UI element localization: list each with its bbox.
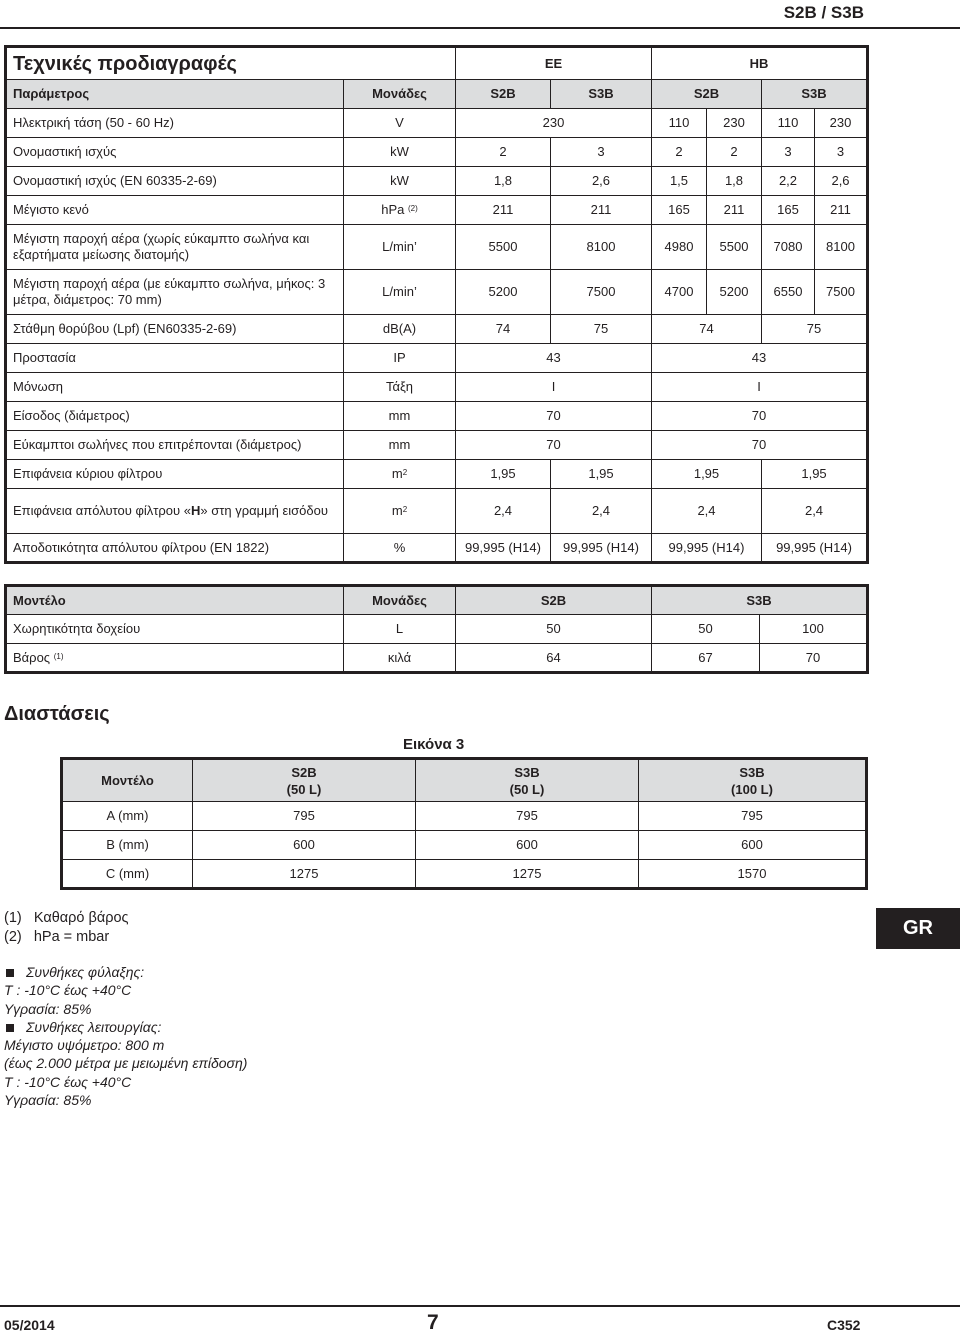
- value-cell: 211: [815, 196, 868, 225]
- row-label: Ονομαστική ισχύς (EN 60335-2-69): [6, 167, 344, 196]
- row-unit: kW: [344, 167, 456, 196]
- value-cell: 2,4: [456, 489, 551, 534]
- value-cell: 74: [456, 315, 551, 344]
- col-header-units: Μονάδες: [344, 80, 456, 109]
- value-cell: 1,95: [551, 460, 652, 489]
- row-label: Επιφάνεια κύριου φίλτρου: [6, 460, 344, 489]
- row-label: Ηλεκτρική τάση (50 - 60 Hz): [6, 109, 344, 138]
- value-cell: 64: [456, 644, 652, 673]
- col-header-units: Μονάδες: [344, 586, 456, 615]
- col-header-parameter: Παράμετρος: [6, 80, 344, 109]
- value-cell: 600: [193, 831, 416, 860]
- group-hb-header: HB: [652, 47, 868, 80]
- storage-temperature: T : -10°C έως +40°C: [4, 982, 132, 999]
- value-cell: 2: [652, 138, 707, 167]
- operation-humidity: Υγρασία: 85%: [4, 1092, 92, 1109]
- storage-heading: [4, 963, 247, 981]
- figure-label: Εικόνα 3: [403, 736, 465, 753]
- value-cell: 7500: [815, 270, 868, 315]
- model-capacity: (50 L): [286, 781, 322, 797]
- footer-divider: [0, 1305, 960, 1307]
- row-unit: [344, 489, 456, 534]
- label-part: » στη γραμμή εισόδου: [200, 503, 328, 518]
- col-header-s3b-hb: S3B: [762, 80, 868, 109]
- value-cell: 600: [639, 831, 867, 860]
- group-ee-header: EE: [456, 47, 652, 80]
- value-cell: 2,4: [762, 489, 868, 534]
- col-header-model: Μοντέλο: [6, 586, 344, 615]
- value-cell: 2: [707, 138, 762, 167]
- value-cell: 74: [652, 315, 762, 344]
- value-cell: 2,4: [652, 489, 762, 534]
- spec-title-blank: [344, 47, 456, 80]
- footnote-number: (1): [4, 910, 22, 926]
- value-cell: 99,995 (H14): [456, 534, 551, 563]
- value-cell: 211: [456, 196, 551, 225]
- col-header-s3b: S3B: [652, 586, 868, 615]
- document-code: C352: [827, 1317, 861, 1333]
- value-cell: 8100: [551, 225, 652, 270]
- row-label: Προστασία: [6, 344, 344, 373]
- value-cell: 165: [762, 196, 815, 225]
- value-cell: 70: [652, 402, 868, 431]
- row-label: [6, 489, 344, 534]
- row-unit: %: [344, 534, 456, 563]
- model-name: S2B: [291, 764, 317, 780]
- language-tab: GR: [876, 908, 960, 949]
- model-header: [193, 759, 416, 802]
- unit-superscript: 2: [402, 468, 408, 477]
- model-header: [639, 759, 867, 802]
- header-divider: [0, 27, 960, 29]
- value-cell: 6550: [762, 270, 815, 315]
- value-cell: 2: [456, 138, 551, 167]
- value-cell: 230: [707, 109, 762, 138]
- value-cell: 7500: [551, 270, 652, 315]
- value-cell: 110: [762, 109, 815, 138]
- value-cell: 99,995 (H14): [551, 534, 652, 563]
- value-cell: 99,995 (H14): [652, 534, 762, 563]
- value-cell: 100: [760, 615, 868, 644]
- operation-temperature: T : -10°C έως +40°C: [4, 1073, 132, 1090]
- document-model-label: S2B / S3B: [783, 3, 864, 22]
- value-cell: 795: [416, 802, 639, 831]
- row-label: Μέγιστη παροχή αέρα (με εύκαμπτο σωλήνα, μήκος: 3 μέτρα, διάμετρος: 70 mm): [6, 270, 344, 315]
- row-label: Ονομαστική ισχύς: [6, 138, 344, 167]
- row-unit: [344, 460, 456, 489]
- value-cell: 70: [760, 644, 868, 673]
- value-cell: 2,2: [762, 167, 815, 196]
- row-label: Μόνωση: [6, 373, 344, 402]
- value-cell: 1,95: [652, 460, 762, 489]
- value-cell: 2,6: [815, 167, 868, 196]
- value-cell: 110: [652, 109, 707, 138]
- model-header: [416, 759, 639, 802]
- page-number: 7: [427, 1311, 439, 1334]
- value-cell: 1570: [639, 860, 867, 889]
- footnotes: [4, 909, 129, 947]
- operation-heading: [4, 1018, 247, 1036]
- row-label: B (mm): [62, 831, 193, 860]
- row-unit: [344, 196, 456, 225]
- footnote-number: (2): [4, 929, 22, 945]
- dimensions-heading: Διαστάσεις: [4, 703, 110, 725]
- value-cell: 1,5: [652, 167, 707, 196]
- value-cell: 211: [551, 196, 652, 225]
- row-unit: L: [344, 615, 456, 644]
- operation-altitude-note: (έως 2.000 μέτρα με μειωμένη επίδοση): [4, 1055, 248, 1072]
- label-part: Επιφάνεια απόλυτου φίλτρου «: [13, 503, 191, 518]
- model-capacity: (100 L): [731, 781, 773, 797]
- footer-date: 05/2014: [4, 1317, 55, 1333]
- value-cell: 795: [639, 802, 867, 831]
- row-label: [6, 644, 344, 673]
- value-cell: 1275: [193, 860, 416, 889]
- value-cell: 8100: [815, 225, 868, 270]
- row-label: Εύκαμπτοι σωλήνες που επιτρέπονται (διάμετρος): [6, 431, 344, 460]
- model-name: S3B: [514, 764, 540, 780]
- value-cell: 230: [456, 109, 652, 138]
- unit-text: m: [391, 466, 403, 481]
- value-cell: 5200: [707, 270, 762, 315]
- value-cell: 99,995 (H14): [762, 534, 868, 563]
- value-cell: 43: [456, 344, 652, 373]
- col-header-s2b-hb: S2B: [652, 80, 762, 109]
- footnote-text: hPa = mbar: [33, 929, 110, 945]
- value-cell: 1,95: [456, 460, 551, 489]
- value-cell: I: [652, 373, 868, 402]
- dimensions-table: [60, 757, 868, 890]
- storage-heading-text: Συνθήκες φύλαξης:: [26, 964, 145, 980]
- technical-specifications-table: [4, 45, 869, 564]
- bullet-square-icon: [6, 1024, 14, 1032]
- value-cell: 70: [652, 431, 868, 460]
- row-unit: κιλά: [344, 644, 456, 673]
- value-cell: I: [456, 373, 652, 402]
- row-label: C (mm): [62, 860, 193, 889]
- row-label: Μέγιστη παροχή αέρα (χωρίς εύκαμπτο σωλήνα και εξαρτήματα μείωσης διατομής): [6, 225, 344, 270]
- col-header-s3b-ee: S3B: [551, 80, 652, 109]
- operation-heading-text: Συνθήκες λειτουργίας:: [26, 1018, 162, 1035]
- value-cell: 7080: [762, 225, 815, 270]
- row-label: A (mm): [62, 802, 193, 831]
- value-cell: 795: [193, 802, 416, 831]
- row-label: Χωρητικότητα δοχείου: [6, 615, 344, 644]
- footnote: [4, 909, 129, 928]
- value-cell: 211: [707, 196, 762, 225]
- footnote-ref: (2): [407, 204, 418, 213]
- value-cell: 1275: [416, 860, 639, 889]
- label-text: Βάρος: [13, 649, 51, 665]
- footnote-ref: (1): [53, 651, 64, 661]
- models-table: [4, 584, 869, 674]
- value-cell: 230: [815, 109, 868, 138]
- value-cell: 75: [762, 315, 868, 344]
- row-unit: kW: [344, 138, 456, 167]
- bullet-square-icon: [6, 969, 14, 977]
- unit-text: hPa: [381, 202, 405, 217]
- value-cell: 43: [652, 344, 868, 373]
- footnote: [4, 928, 129, 947]
- value-cell: 600: [416, 831, 639, 860]
- value-cell: 70: [456, 431, 652, 460]
- value-cell: 165: [652, 196, 707, 225]
- row-unit: mm: [344, 431, 456, 460]
- row-unit: L/min’: [344, 225, 456, 270]
- value-cell: 2,4: [551, 489, 652, 534]
- value-cell: 5200: [456, 270, 551, 315]
- model-name: S3B: [739, 764, 765, 780]
- value-cell: 1,8: [707, 167, 762, 196]
- value-cell: 1,95: [762, 460, 868, 489]
- value-cell: 3: [551, 138, 652, 167]
- value-cell: 70: [456, 402, 652, 431]
- operation-altitude: Μέγιστο υψόμετρο: 800 m: [4, 1037, 165, 1054]
- unit-text: m: [391, 503, 403, 518]
- row-label: Μέγιστο κενό: [6, 196, 344, 225]
- value-cell: 5500: [456, 225, 551, 270]
- storage-humidity: Υγρασία: 85%: [4, 1000, 92, 1017]
- row-unit: mm: [344, 402, 456, 431]
- row-unit: L/min’: [344, 270, 456, 315]
- row-unit: Τάξη: [344, 373, 456, 402]
- value-cell: 4700: [652, 270, 707, 315]
- row-label: Είσοδος (διάμετρος): [6, 402, 344, 431]
- row-label: Στάθμη θορύβου (Lpf) (EN60335-2-69): [6, 315, 344, 344]
- conditions-block: [4, 963, 247, 1109]
- value-cell: 50: [456, 615, 652, 644]
- unit-superscript: 2: [402, 505, 408, 514]
- value-cell: 50: [652, 615, 760, 644]
- col-header-model: Μοντέλο: [62, 759, 193, 802]
- value-cell: 67: [652, 644, 760, 673]
- col-header-s2b-ee: S2B: [456, 80, 551, 109]
- value-cell: 3: [815, 138, 868, 167]
- col-header-s2b: S2B: [456, 586, 652, 615]
- value-cell: 5500: [707, 225, 762, 270]
- row-unit: IP: [344, 344, 456, 373]
- label-part-bold: H: [190, 503, 201, 518]
- spec-table-title: Τεχνικές προδιαγραφές: [6, 47, 344, 80]
- value-cell: 1,8: [456, 167, 551, 196]
- row-unit: dB(A): [344, 315, 456, 344]
- value-cell: 75: [551, 315, 652, 344]
- row-label: Αποδοτικότητα απόλυτου φίλτρου (EN 1822): [6, 534, 344, 563]
- value-cell: 2,6: [551, 167, 652, 196]
- row-unit: V: [344, 109, 456, 138]
- model-capacity: (50 L): [509, 781, 545, 797]
- value-cell: 3: [762, 138, 815, 167]
- value-cell: 4980: [652, 225, 707, 270]
- footnote-text: Καθαρό βάρος: [33, 910, 129, 926]
